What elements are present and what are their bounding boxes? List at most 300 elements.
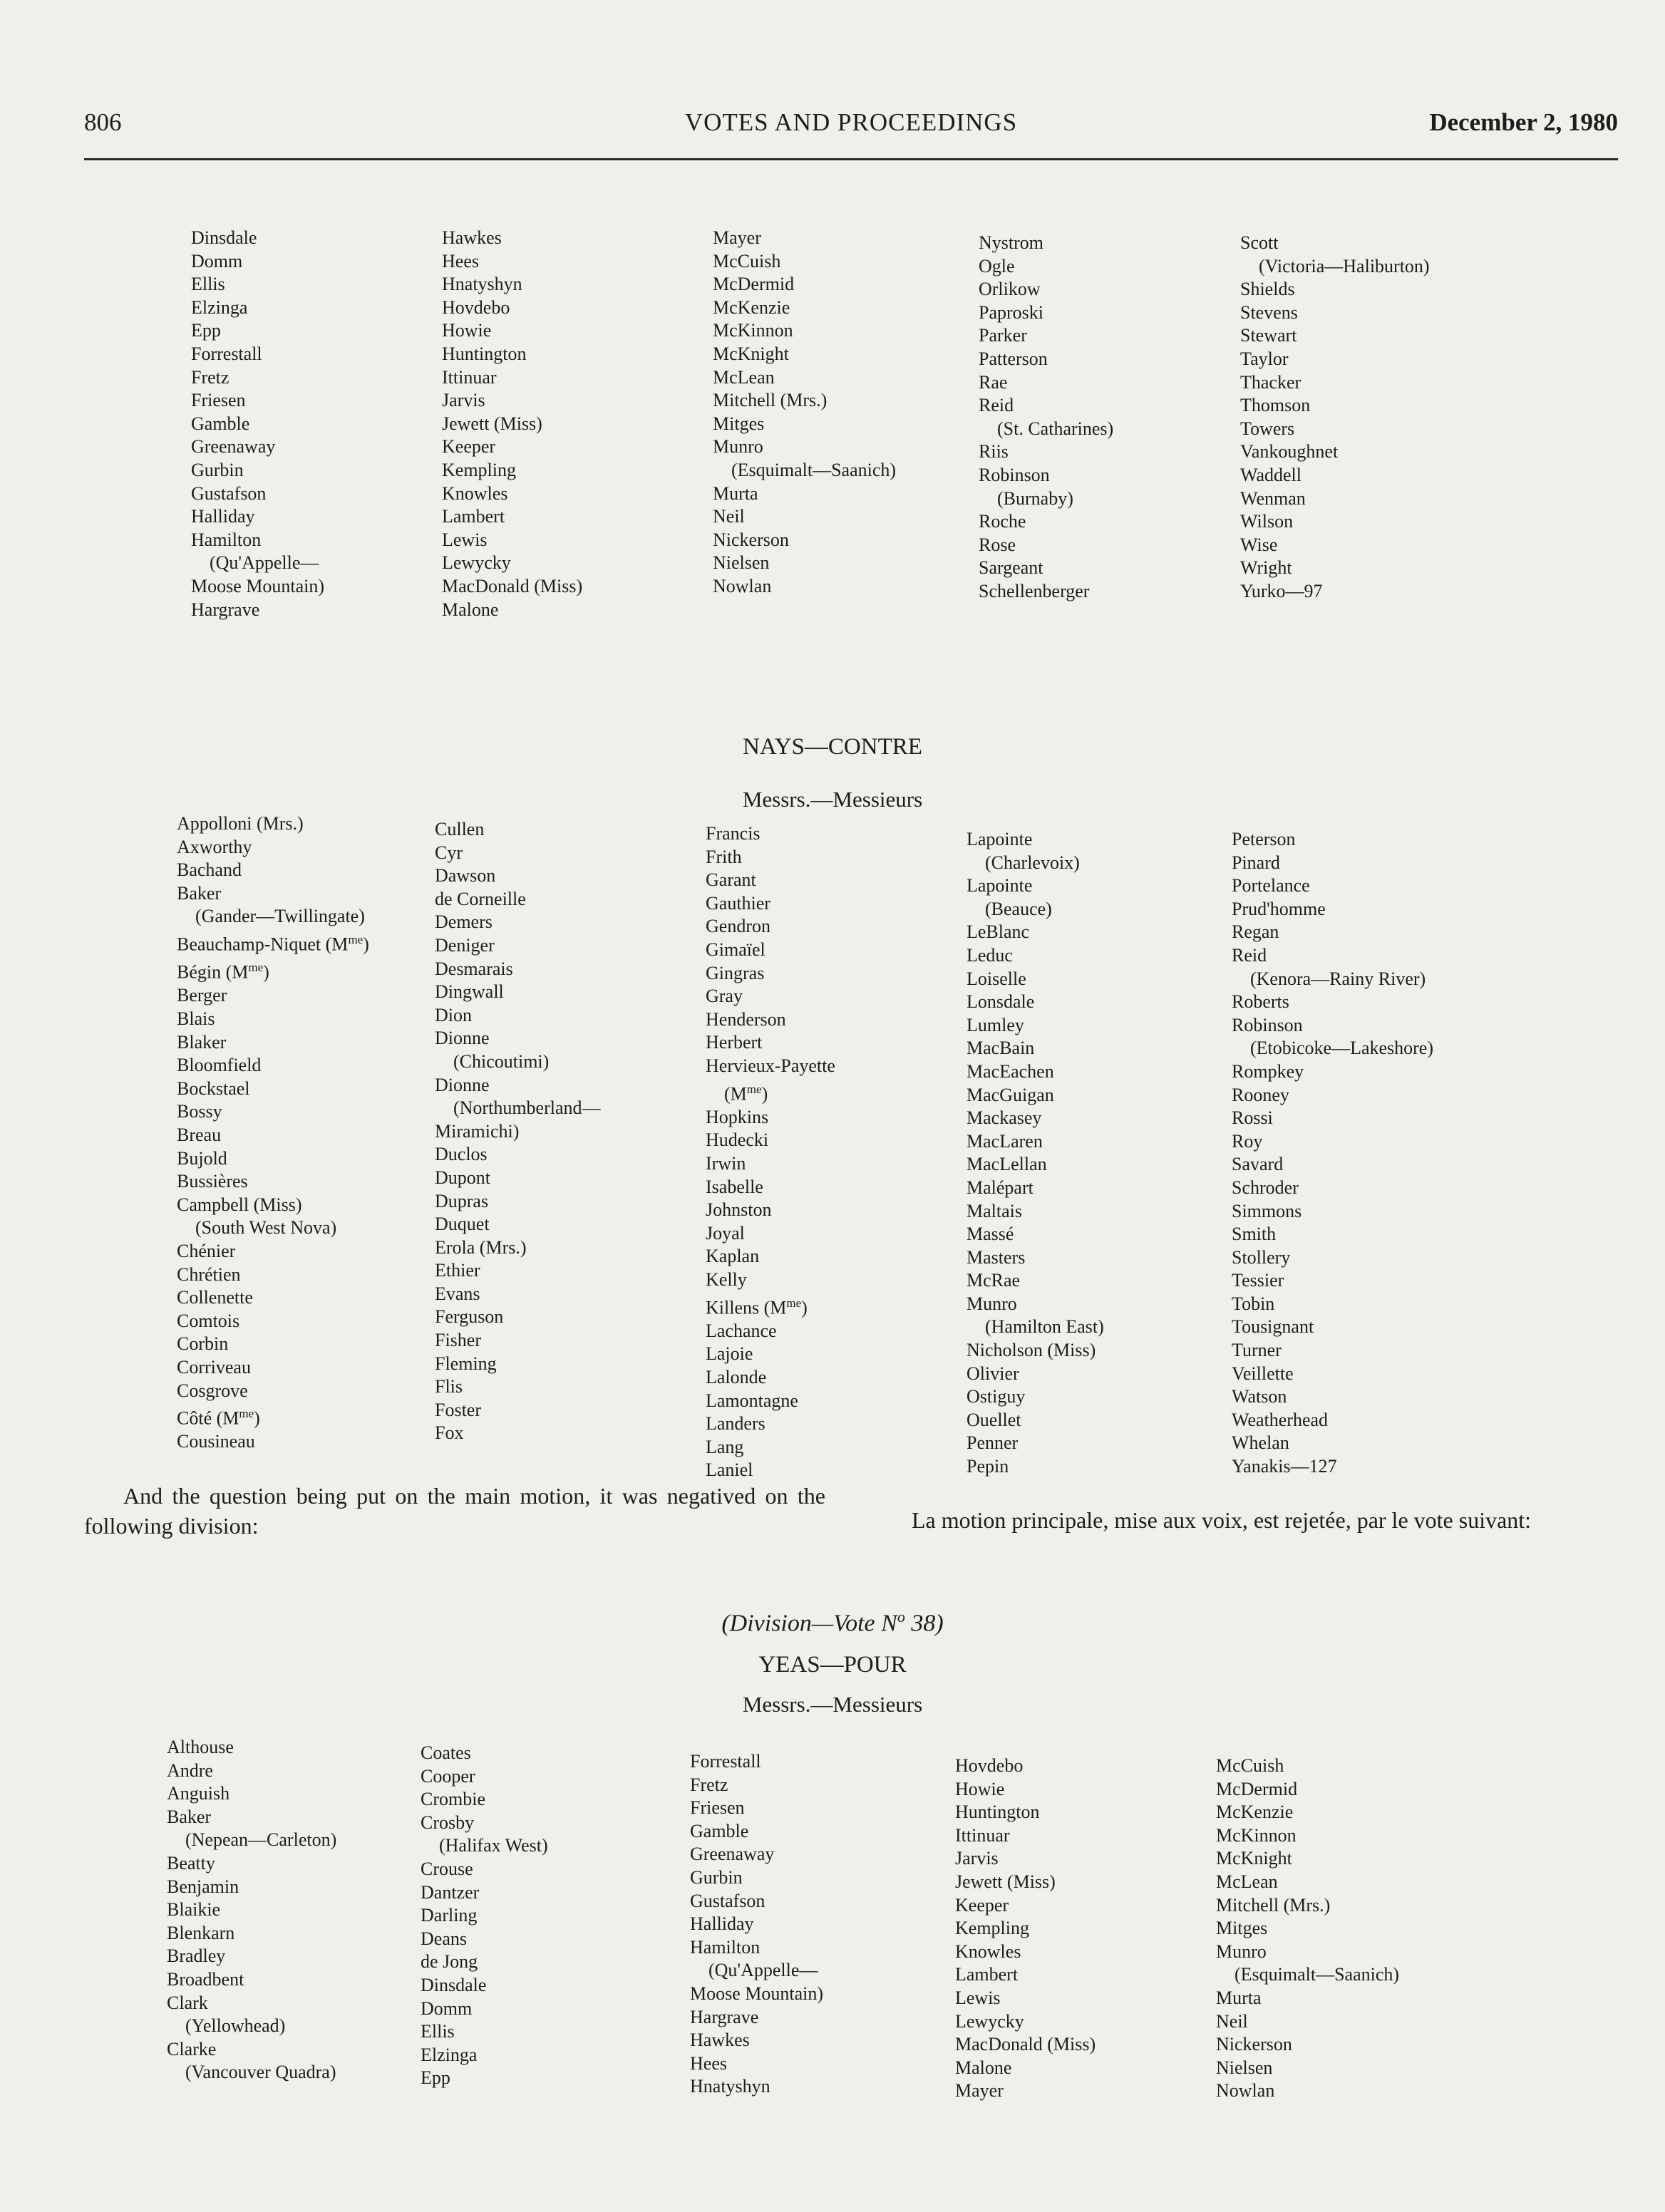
member-name: Kaplan (706, 1246, 760, 1267)
member-name: Maltais (966, 1200, 1022, 1221)
member-name: Ittinuar (442, 366, 497, 388)
member-name: Corbin (177, 1333, 229, 1355)
member-name: Bujold (177, 1147, 227, 1169)
member-name: Moose Mountain) (191, 575, 325, 596)
member-name: Regan (1232, 921, 1279, 943)
member-name: Landers (706, 1413, 766, 1435)
member-name: (Chicoutimi) (453, 1050, 550, 1072)
member-name: Hargrave (690, 2006, 759, 2027)
member-name: McKinnon (713, 320, 793, 341)
member-name: Massé (966, 1224, 1014, 1245)
member-name: Bégin $(M^{me})$ (177, 961, 269, 983)
yeas-continued-column-3 (713, 227, 896, 599)
member-name: Rossi (1232, 1107, 1273, 1129)
member-name: Ferguson (435, 1306, 504, 1328)
member-name: McKnight (1216, 1848, 1292, 1869)
member-name: Tessier (1232, 1270, 1284, 1291)
member-name: Blais (177, 1008, 215, 1030)
member-name: Gurbin (690, 1866, 743, 1888)
member-name: Leduc (966, 944, 1013, 966)
member-name: McCuish (713, 250, 781, 272)
member-name: Neil (1216, 2010, 1248, 2032)
member-name: Mitchell (Mrs.) (713, 390, 828, 411)
member-name: Patterson (979, 348, 1048, 369)
member-name: Breau (177, 1125, 222, 1146)
member-name: Andre (167, 1759, 213, 1781)
member-name: Parker (979, 325, 1027, 346)
member-name: Shields (1240, 279, 1295, 300)
member-name: Wise (1240, 534, 1278, 555)
member-name: Murta (1216, 1987, 1262, 2008)
member-name: Gingras (706, 962, 765, 983)
member-name: Nielsen (713, 552, 770, 574)
member-name: de Jong (421, 1951, 478, 1973)
member-name: Bradley (167, 1945, 226, 1967)
member-name: Weatherhead (1232, 1409, 1329, 1430)
member-name: Munro (966, 1293, 1017, 1314)
member-name: Riis (979, 441, 1009, 462)
member-name: Erola (Mrs.) (435, 1236, 527, 1258)
member-name: Gustafson (191, 482, 267, 504)
member-name: Deniger (435, 934, 495, 956)
member-name: Berger (177, 985, 227, 1006)
member-name: Lapointe (966, 829, 1033, 849)
member-name: Duquet (435, 1214, 490, 1235)
member-name: Althouse (167, 1737, 234, 1757)
member-name: Munro (1216, 1940, 1267, 1962)
member-name: Waddell (1240, 464, 1301, 485)
member-name: Comtois (177, 1310, 240, 1331)
member-name: Baker (167, 1806, 212, 1827)
member-name: Reid (1232, 944, 1267, 966)
member-name: Gamble (690, 1820, 749, 1841)
member-name: Ethier (435, 1260, 480, 1281)
member-name: Fretz (191, 366, 230, 388)
member-name: Frith (706, 846, 742, 867)
member-name: (Vancouver Quadra) (185, 2062, 336, 2083)
member-name: Thomson (1240, 395, 1311, 416)
member-name: Flis (435, 1376, 463, 1397)
member-name: Greenaway (191, 436, 276, 458)
member-name: Moose Mountain) (690, 1983, 824, 2004)
member-name: Rompkey (1232, 1060, 1304, 1082)
motion-french: La motion principale, mise aux voix, est rejetée, par le vote suivant: (912, 1507, 1532, 1533)
member-name: Hees (442, 250, 479, 272)
member-name: Hovdebo (955, 1755, 1024, 1776)
nays-column-1 (177, 812, 369, 1454)
member-name: Cooper (421, 1765, 475, 1787)
member-name: Hamilton (690, 1936, 761, 1958)
member-name: Mitchell (Mrs.) (1216, 1894, 1331, 1916)
member-name: Coates (421, 1742, 471, 1763)
member-name: Deans (421, 1928, 467, 1949)
member-name: Malone (955, 2057, 1012, 2078)
member-name: Halliday (690, 1913, 754, 1935)
member-name: Beauchamp-Niquet $(M^{me})$ (177, 932, 369, 955)
member-name: Neil (713, 506, 745, 527)
member-name: Lonsdale (966, 991, 1035, 1013)
member-name: Gauthier (706, 892, 770, 914)
member-name: Ogle (979, 255, 1015, 276)
member-name: Nystrom (979, 232, 1043, 253)
member-name: Kelly (706, 1268, 747, 1290)
member-name: Corriveau (177, 1356, 251, 1378)
member-name: Garant (706, 869, 756, 891)
member-name: Keeper (442, 436, 496, 458)
member-name: Dingwall (435, 981, 504, 1003)
member-name: Laniel (706, 1459, 753, 1481)
member-name: Greenaway (690, 1844, 775, 1865)
member-name: Schellenberger (979, 580, 1090, 601)
member-name: Irwin (706, 1152, 746, 1174)
nays-heading: NAYS—CONTRE (743, 734, 922, 760)
member-name: Epp (191, 320, 221, 341)
member-name: Robinson (1232, 1014, 1303, 1035)
member-name: (Hamilton East) (985, 1316, 1104, 1338)
yeas-column-5 (1216, 1754, 1399, 2103)
member-name: Munro (713, 436, 763, 458)
member-name: Stevens (1240, 301, 1298, 323)
member-name: Mayer (713, 227, 761, 248)
member-name: Dupras (435, 1190, 489, 1211)
member-name: Bockstael (177, 1077, 250, 1099)
member-name: Pinard (1232, 852, 1280, 873)
member-name: Lewycky (955, 2010, 1024, 2032)
member-name: (St. Catharines) (997, 418, 1114, 439)
yeas-heading: YEAS—POUR (758, 1652, 907, 1678)
member-name: (Etobicoke—Lakeshore) (1250, 1038, 1434, 1059)
member-name: (Charlevoix) (985, 852, 1080, 873)
member-name: Côté $(M^{me})$ (177, 1407, 260, 1429)
member-name: Dionne (435, 1074, 490, 1095)
member-name: Lambert (955, 1964, 1019, 1985)
member-name: Anguish (167, 1783, 230, 1804)
member-name: Penner (966, 1432, 1019, 1454)
member-name: Lalonde (706, 1366, 767, 1387)
member-name: McDermid (713, 274, 795, 295)
member-name: Lewis (442, 529, 488, 550)
member-name: Whelan (1232, 1432, 1289, 1454)
member-name: (Burnaby) (997, 487, 1073, 509)
member-name: Beatty (167, 1852, 215, 1874)
member-name: Campbell (Miss) (177, 1194, 302, 1215)
member-name: Prud'homme (1232, 898, 1326, 919)
member-name: Veillette (1232, 1363, 1294, 1384)
member-name: Hawkes (442, 227, 502, 248)
member-name: Stollery (1232, 1246, 1291, 1268)
yeas-subheading: Messrs.—Messieurs (742, 1692, 923, 1717)
member-name: Henderson (706, 1008, 786, 1030)
member-name: Wright (1240, 557, 1292, 579)
member-name: Johnston (706, 1199, 772, 1221)
member-name: Lapointe (966, 875, 1033, 896)
motion-english: And the question being put on the main motion, it was negatived on the following division: (84, 1483, 825, 1539)
member-name: Dantzer (421, 1881, 480, 1903)
member-name: Gray (706, 986, 743, 1007)
member-name: Halliday (191, 506, 255, 527)
member-name: Demers (435, 911, 493, 933)
member-name: McDermid (1216, 1778, 1298, 1799)
member-name: Fleming (435, 1353, 497, 1374)
yeas-continued-column-5 (1240, 232, 1430, 604)
member-name: MacGuigan (966, 1084, 1054, 1105)
member-name: Schroder (1232, 1177, 1299, 1198)
member-name: McKenzie (713, 296, 790, 318)
member-name: Crosby (421, 1812, 475, 1833)
member-name: Howie (955, 1778, 1005, 1799)
nays-column-2 (435, 818, 601, 1445)
member-name: Mayer (955, 2080, 1004, 2102)
member-name: Cousineau (177, 1431, 255, 1452)
member-name: Hopkins (706, 1106, 769, 1127)
member-name: Bachand (177, 859, 242, 881)
member-name: (Nepean—Carleton) (185, 1829, 337, 1851)
member-name: Tobin (1232, 1293, 1275, 1314)
page-title: VOTES AND PROCEEDINGS (684, 108, 1018, 136)
member-name: Fox (435, 1422, 464, 1444)
member-name: Fretz (690, 1774, 728, 1795)
nays-subheading: Messrs.—Messieurs (742, 787, 923, 812)
member-name: Savard (1232, 1154, 1284, 1175)
member-name: Hovdebo (442, 296, 510, 318)
member-name: Yanakis—127 (1232, 1456, 1337, 1477)
member-name: Gamble (191, 413, 250, 434)
member-name: Lachance (706, 1320, 777, 1341)
member-name: Lewycky (442, 552, 511, 574)
member-name: Evans (435, 1283, 480, 1304)
member-name: Duclos (435, 1144, 488, 1165)
member-name: MacLaren (966, 1130, 1043, 1152)
member-name: McRae (966, 1270, 1021, 1291)
member-name: Killens $(M^{me})$ (706, 1296, 808, 1318)
member-name: (Qu'Appelle— (210, 552, 319, 574)
member-name: Loiselle (966, 968, 1026, 989)
member-name: Pepin (966, 1456, 1009, 1477)
member-name: Blaikie (167, 1899, 221, 1921)
member-name: (Qu'Appelle— (708, 1960, 818, 1981)
member-name: Desmarais (435, 958, 513, 979)
member-name: Jewett (Miss) (442, 413, 542, 434)
member-name: LeBlanc (966, 921, 1030, 943)
page-number: 806 (84, 108, 122, 136)
member-name: Vankoughnet (1240, 441, 1339, 462)
member-name: Chrétien (177, 1263, 241, 1285)
member-name: Gimaïel (706, 939, 766, 960)
yeas-continued-column-1 (191, 227, 324, 621)
member-name: (Esquimalt—Saanich) (731, 459, 897, 480)
member-name: Friesen (191, 390, 246, 411)
member-name: Lewis (955, 1987, 1001, 2008)
member-name: Domm (191, 250, 243, 272)
member-name: Rae (979, 371, 1008, 393)
member-name: MacBain (966, 1038, 1035, 1059)
member-name: Kempling (955, 1918, 1029, 1939)
member-name: Ostiguy (966, 1386, 1026, 1407)
member-name: Orlikow (979, 279, 1041, 300)
member-name: Gurbin (191, 459, 244, 480)
member-name: Hargrave (191, 599, 260, 620)
member-name: (Yellowhead) (185, 2015, 286, 2037)
member-name: Taylor (1240, 348, 1289, 369)
member-name: Blaker (177, 1031, 227, 1053)
member-name: Crouse (421, 1858, 473, 1879)
member-name: Forrestall (191, 343, 262, 364)
member-name: Gendron (706, 916, 770, 937)
member-name: Dionne (435, 1028, 490, 1049)
member-name: Robinson (979, 464, 1050, 485)
member-name: Hees (690, 2052, 727, 2074)
member-name: McCuish (1216, 1755, 1284, 1776)
member-name: Watson (1232, 1386, 1287, 1407)
member-name: Malépart (966, 1177, 1033, 1198)
yeas-continued-column-4 (979, 232, 1113, 604)
member-name: Rooney (1232, 1084, 1289, 1105)
member-name: Keeper (955, 1894, 1009, 1916)
member-name: Ellis (191, 274, 225, 295)
member-name: Simmons (1232, 1200, 1302, 1221)
member-name: (Victoria—Haliburton) (1259, 255, 1430, 276)
member-name: Baker (177, 882, 222, 904)
member-name: Friesen (690, 1797, 745, 1819)
header-rule (84, 158, 1618, 160)
member-name: (Halifax West) (439, 1835, 548, 1856)
member-name: Smith (1232, 1224, 1277, 1245)
member-name: Jewett (Miss) (955, 1871, 1056, 1892)
member-name: Lajoie (706, 1343, 753, 1365)
member-name: Hnatyshyn (690, 2076, 770, 2097)
member-name: de Corneille (435, 888, 526, 909)
page-header (84, 108, 1618, 151)
member-name: MacLellan (966, 1154, 1047, 1175)
member-name: Portelance (1232, 875, 1310, 896)
member-name: Kempling (442, 459, 516, 480)
member-name: Huntington (442, 343, 527, 364)
yeas-continued-column-2 (442, 227, 582, 621)
member-name: Dion (435, 1004, 472, 1025)
member-name: Ouellet (966, 1409, 1021, 1430)
member-name: Wenman (1240, 487, 1306, 509)
member-name: Gustafson (690, 1890, 766, 1911)
yeas-column-4 (955, 1754, 1096, 2103)
member-name: Jarvis (955, 1848, 999, 1869)
member-name: Miramichi) (435, 1120, 520, 1142)
member-name: Cullen (435, 819, 485, 839)
member-name: Blenkarn (167, 1922, 235, 1943)
member-name: Yurko—97 (1240, 580, 1323, 601)
member-name: Epp (421, 2067, 450, 2089)
member-name: Nielsen (1216, 2057, 1273, 2078)
member-name: Jarvis (442, 390, 485, 411)
member-name: Crombie (421, 1789, 485, 1810)
nays-column-3 (706, 822, 835, 1482)
member-name: Dupont (435, 1167, 490, 1188)
member-name: Dinsdale (421, 1974, 487, 1995)
member-name: Lang (706, 1436, 744, 1457)
member-name: Benjamin (167, 1876, 239, 1897)
member-name: Chénier (177, 1241, 236, 1261)
member-name: (South West Nova) (195, 1217, 337, 1239)
member-name: Domm (421, 1997, 473, 2019)
member-name: Darling (421, 1905, 478, 1926)
member-name: Elzinga (421, 2044, 478, 2065)
member-name: Elzinga (191, 296, 248, 318)
member-name: (Beauce) (985, 898, 1052, 919)
nays-column-5 (1232, 828, 1433, 1479)
member-name: Roy (1232, 1130, 1263, 1152)
member-name: Fisher (435, 1330, 481, 1351)
member-name: Axworthy (177, 836, 252, 857)
member-name: Dawson (435, 865, 496, 887)
member-name: MacDonald (Miss) (442, 575, 583, 596)
member-name: Bossy (177, 1101, 222, 1122)
member-name: Joyal (706, 1222, 745, 1244)
yeas-column-3 (690, 1750, 823, 2099)
member-name: Hamilton (191, 529, 262, 550)
member-name: Scott (1240, 232, 1279, 253)
member-name: Hawkes (690, 2030, 750, 2051)
member-name: Knowles (955, 1940, 1021, 1962)
member-name: Rose (979, 534, 1016, 555)
member-name: Bussières (177, 1171, 248, 1192)
member-name: Knowles (442, 482, 508, 504)
member-name: (Esquimalt—Saanich) (1234, 1964, 1400, 1985)
member-name: Hnatyshyn (442, 274, 522, 295)
member-name: Hudecki (706, 1130, 769, 1151)
member-name: Lamontagne (706, 1390, 798, 1411)
page-date: December 2, 1980 (1429, 108, 1618, 136)
member-name: Ellis (421, 2021, 455, 2042)
member-name: Roberts (1232, 991, 1289, 1013)
member-name: Murta (713, 482, 758, 504)
member-name: McKinnon (1216, 1824, 1297, 1846)
member-name: Sargeant (979, 557, 1043, 579)
member-name: Mackasey (966, 1107, 1042, 1129)
member-name: Nowlan (1216, 2080, 1275, 2102)
member-name: Collenette (177, 1287, 253, 1308)
member-name: MacDonald (Miss) (955, 2034, 1096, 2055)
member-name: Malone (442, 599, 499, 620)
member-name: Nickerson (713, 529, 789, 550)
member-name: Howie (442, 320, 492, 341)
member-name: MacEachen (966, 1060, 1054, 1082)
member-name: Broadbent (167, 1968, 244, 1990)
nays-column-4 (966, 828, 1104, 1479)
member-name: Cyr (435, 842, 463, 863)
member-name: Clarke (167, 2038, 217, 2059)
member-name: (Kenora—Rainy River) (1250, 968, 1426, 989)
member-name: Huntington (955, 1802, 1040, 1823)
member-name: Roche (979, 511, 1026, 532)
member-name: Olivier (966, 1363, 1019, 1384)
member-name: Wilson (1240, 511, 1294, 532)
member-name: Thacker (1240, 371, 1301, 393)
member-name: Towers (1240, 418, 1295, 439)
member-name: Turner (1232, 1340, 1282, 1361)
member-name: Stewart (1240, 325, 1297, 346)
member-name: Appolloni (Mrs.) (177, 813, 304, 834)
member-name: (Northumberland— (453, 1097, 601, 1119)
yeas-column-2 (421, 1742, 548, 2090)
member-name: Bloomfield (177, 1055, 262, 1076)
member-name: Peterson (1232, 829, 1296, 849)
member-name: Hervieux-Payette (706, 1055, 835, 1076)
member-name: Lambert (442, 506, 505, 527)
member-name: Paproski (979, 301, 1043, 323)
member-name: McLean (1216, 1871, 1278, 1892)
member-name: Cosgrove (177, 1380, 248, 1401)
member-name: Forrestall (690, 1751, 761, 1772)
member-name: Francis (706, 823, 761, 844)
